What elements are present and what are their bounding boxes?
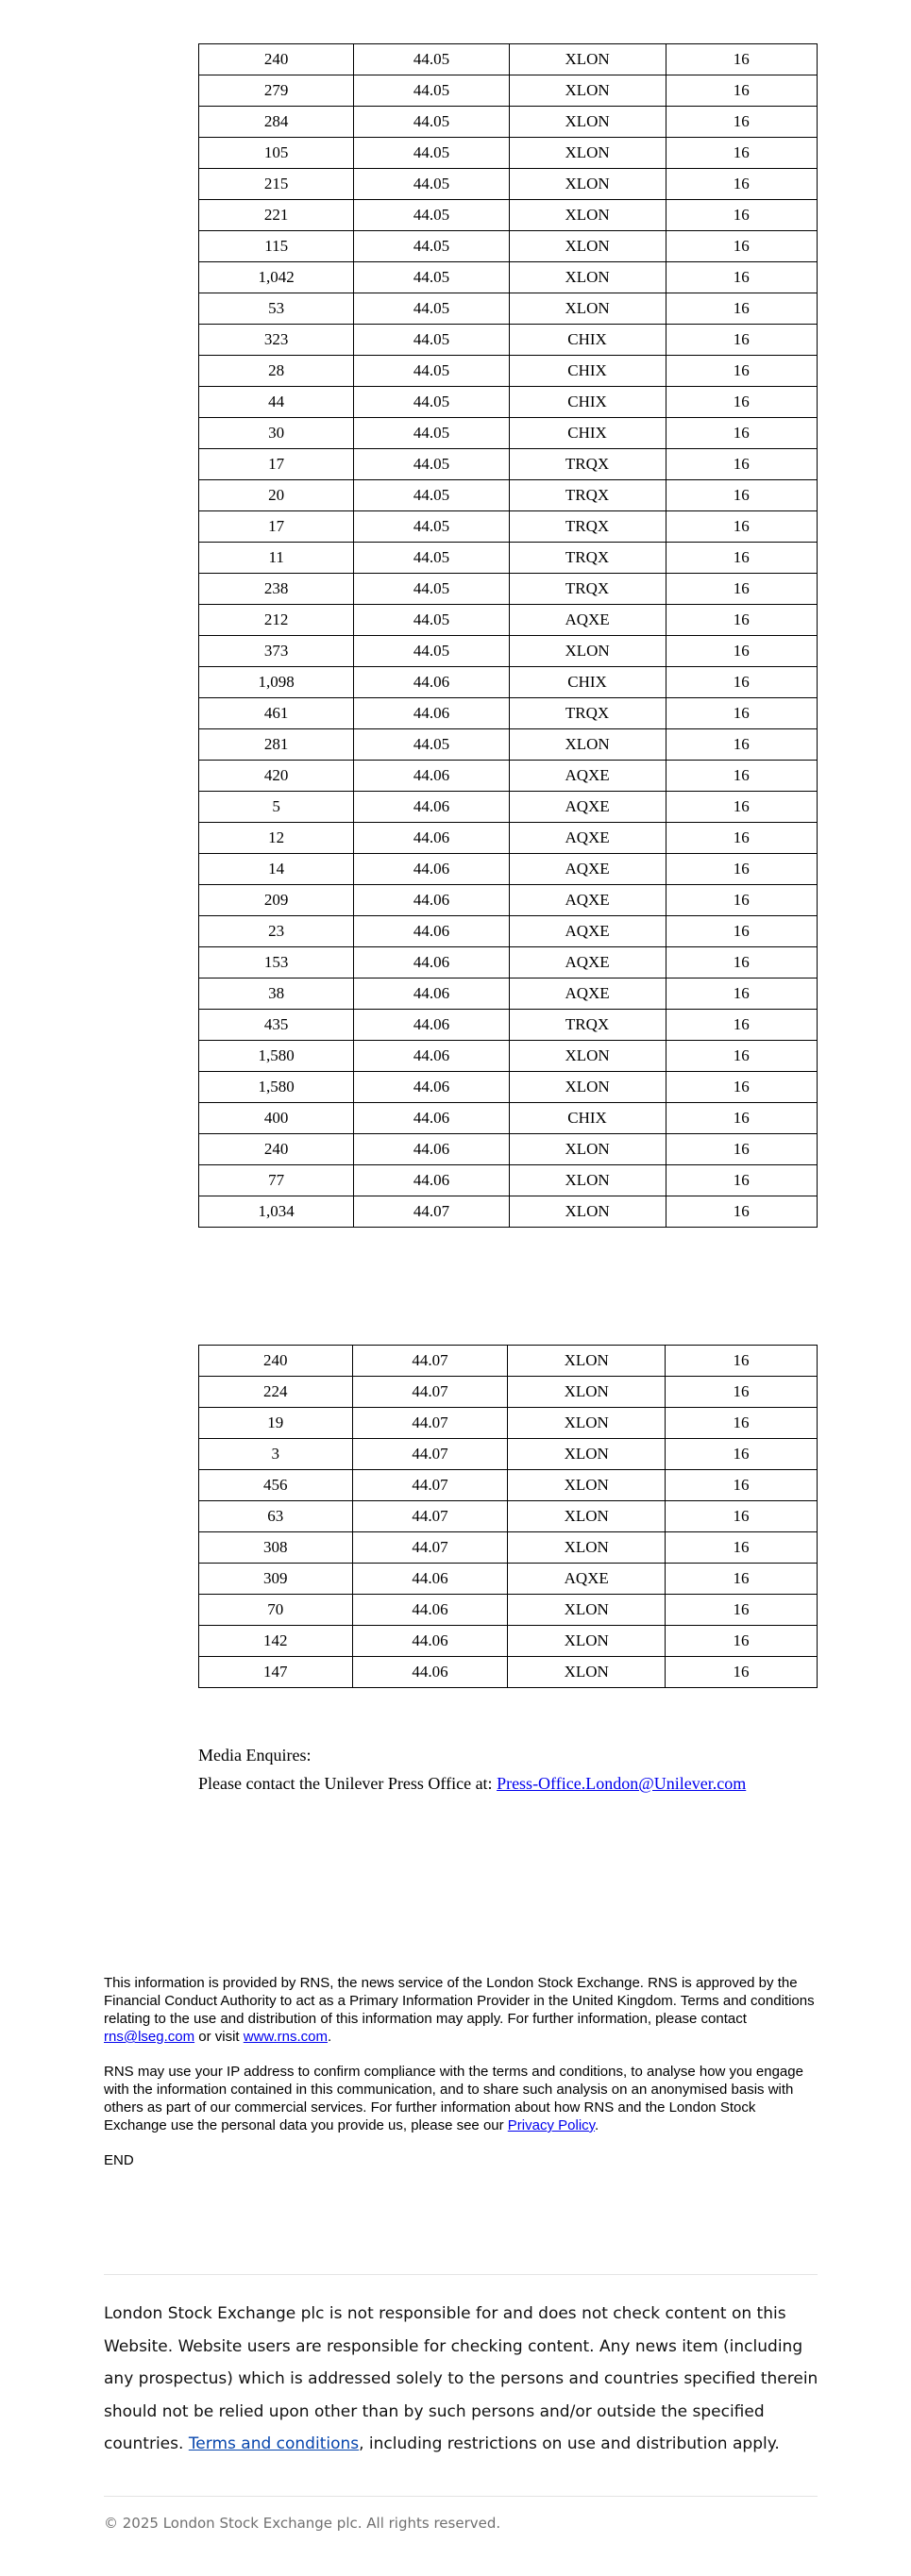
volume-cell: 240: [199, 1134, 354, 1165]
table-row: [199, 1072, 818, 1103]
price-cell: 44.06: [354, 979, 509, 1010]
rns-paragraph-1: [104, 1974, 818, 2046]
volume-cell: 240: [199, 1346, 353, 1377]
volume-cell: 77: [199, 1165, 354, 1196]
time-cell: 16: [666, 1103, 817, 1134]
venue-cell: XLON: [509, 293, 666, 325]
time-cell: 16: [666, 947, 817, 979]
table-row: [199, 1532, 818, 1564]
venue-cell: CHIX: [509, 356, 666, 387]
price-cell: 44.06: [354, 1134, 509, 1165]
time-cell: 16: [665, 1626, 817, 1657]
volume-cell: 400: [199, 1103, 354, 1134]
table-row: [199, 543, 818, 574]
price-cell: 44.06: [354, 761, 509, 792]
table-row: [199, 511, 818, 543]
time-cell: 16: [665, 1564, 817, 1595]
lse-disclaimer: [104, 2298, 821, 2461]
venue-cell: XLON: [509, 1196, 666, 1228]
volume-cell: 5: [199, 792, 354, 823]
table-row: [199, 823, 818, 854]
table-row: [199, 1041, 818, 1072]
volume-cell: 1,580: [199, 1072, 354, 1103]
volume-cell: 215: [199, 169, 354, 200]
volume-cell: 373: [199, 636, 354, 667]
time-cell: 16: [666, 231, 817, 262]
venue-cell: XLON: [509, 262, 666, 293]
price-cell: 44.06: [354, 792, 509, 823]
venue-cell: CHIX: [509, 1103, 666, 1134]
volume-cell: 142: [199, 1626, 353, 1657]
trades-table-1: [198, 43, 818, 1228]
volume-cell: 3: [199, 1439, 353, 1470]
time-cell: 16: [666, 200, 817, 231]
volume-cell: 28: [199, 356, 354, 387]
time-cell: 16: [666, 916, 817, 947]
disclaimer-text: London Stock Exchange plc is not responsible for and does not check content on this Website. Website users are responsible for checking content. Any news item (including any prospectus) which is addressed solely to the persons and countries specified therein should not be relied upon other than by such persons and/or outside the specified countries.: [104, 2304, 818, 2453]
venue-cell: CHIX: [509, 387, 666, 418]
table-row: [199, 1346, 818, 1377]
time-cell: 16: [666, 636, 817, 667]
price-cell: 44.06: [354, 698, 509, 729]
venue-cell: TRQX: [509, 449, 666, 480]
venue-cell: TRQX: [509, 543, 666, 574]
table-row: [199, 231, 818, 262]
venue-cell: XLON: [509, 107, 666, 138]
venue-cell: AQXE: [509, 916, 666, 947]
venue-cell: XLON: [508, 1501, 665, 1532]
volume-cell: 44: [199, 387, 354, 418]
table-row: [199, 480, 818, 511]
time-cell: 16: [666, 387, 817, 418]
table-row: [199, 200, 818, 231]
price-cell: 44.05: [354, 511, 509, 543]
time-cell: 16: [666, 356, 817, 387]
price-cell: 44.06: [352, 1564, 508, 1595]
trades-table-2: [198, 1345, 818, 1688]
trades-table-1-container: [0, 43, 818, 1236]
table-row: [199, 1377, 818, 1408]
rns-p2-text: RNS may use your IP address to confirm compliance with the terms and conditions, to analyse how you engage with the information contained in this communication, and to share such analysis on an anonymised basis with others as part of our commercial services. For further information about how RNS and the London Stock Exchange use the personal data you provide us, please see our: [104, 2064, 803, 2133]
price-cell: 44.06: [354, 947, 509, 979]
rns-p2-end: .: [595, 2117, 599, 2133]
venue-cell: AQXE: [509, 823, 666, 854]
time-cell: 16: [666, 823, 817, 854]
price-cell: 44.05: [354, 231, 509, 262]
disclaimer-after-text: , including restrictions on use and distribution apply.: [359, 2434, 780, 2453]
price-cell: 44.06: [354, 1072, 509, 1103]
time-cell: 16: [665, 1346, 817, 1377]
venue-cell: AQXE: [509, 947, 666, 979]
time-cell: 16: [666, 511, 817, 543]
volume-cell: 1,042: [199, 262, 354, 293]
volume-cell: 284: [199, 107, 354, 138]
price-cell: 44.05: [354, 543, 509, 574]
time-cell: 16: [666, 885, 817, 916]
end-label: END: [104, 2152, 134, 2168]
media-enquiries: [198, 1741, 746, 1798]
table-row: [199, 293, 818, 325]
trades-table-1-body: [199, 44, 818, 1228]
table-row: [199, 1010, 818, 1041]
venue-cell: XLON: [509, 1134, 666, 1165]
venue-cell: XLON: [509, 169, 666, 200]
divider-top: [104, 2274, 818, 2275]
price-cell: 44.07: [352, 1532, 508, 1564]
time-cell: 16: [666, 325, 817, 356]
table-row: [199, 262, 818, 293]
table-row: [199, 75, 818, 107]
venue-cell: XLON: [508, 1532, 665, 1564]
venue-cell: AQXE: [509, 979, 666, 1010]
volume-cell: 17: [199, 511, 354, 543]
venue-cell: XLON: [509, 231, 666, 262]
time-cell: 16: [666, 262, 817, 293]
table-row: [199, 636, 818, 667]
price-cell: 44.05: [354, 293, 509, 325]
venue-cell: XLON: [508, 1470, 665, 1501]
volume-cell: 17: [199, 449, 354, 480]
price-cell: 44.05: [354, 729, 509, 761]
price-cell: 44.07: [354, 1196, 509, 1228]
price-cell: 44.07: [352, 1470, 508, 1501]
divider-bottom: [104, 2496, 818, 2497]
table-row: [199, 667, 818, 698]
time-cell: 16: [666, 418, 817, 449]
volume-cell: 461: [199, 698, 354, 729]
table-row: [199, 979, 818, 1010]
venue-cell: TRQX: [509, 698, 666, 729]
volume-cell: 420: [199, 761, 354, 792]
venue-cell: XLON: [509, 1041, 666, 1072]
time-cell: 16: [666, 1165, 817, 1196]
venue-cell: AQXE: [509, 885, 666, 916]
volume-cell: 308: [199, 1532, 353, 1564]
price-cell: 44.06: [354, 1165, 509, 1196]
venue-cell: XLON: [508, 1408, 665, 1439]
volume-cell: 238: [199, 574, 354, 605]
volume-cell: 63: [199, 1501, 353, 1532]
time-cell: 16: [666, 792, 817, 823]
volume-cell: 456: [199, 1470, 353, 1501]
table-row: [199, 138, 818, 169]
venue-cell: XLON: [509, 44, 666, 75]
table-row: [199, 792, 818, 823]
volume-cell: 240: [199, 44, 354, 75]
price-cell: 44.06: [354, 916, 509, 947]
table-row: [199, 947, 818, 979]
price-cell: 44.05: [354, 387, 509, 418]
table-row: [199, 1470, 818, 1501]
volume-cell: 309: [199, 1564, 353, 1595]
time-cell: 16: [666, 543, 817, 574]
price-cell: 44.05: [354, 107, 509, 138]
table-row: [199, 916, 818, 947]
volume-cell: 14: [199, 854, 354, 885]
volume-cell: 20: [199, 480, 354, 511]
table-row: [199, 1196, 818, 1228]
venue-cell: XLON: [508, 1439, 665, 1470]
volume-cell: 147: [199, 1657, 353, 1688]
venue-cell: AQXE: [509, 761, 666, 792]
volume-cell: 212: [199, 605, 354, 636]
time-cell: 16: [665, 1657, 817, 1688]
venue-cell: CHIX: [509, 325, 666, 356]
price-cell: 44.07: [352, 1501, 508, 1532]
venue-cell: XLON: [508, 1346, 665, 1377]
time-cell: 16: [666, 979, 817, 1010]
time-cell: 16: [666, 75, 817, 107]
table-row: [199, 325, 818, 356]
media-contact-text: Please contact the Unilever Press Office at:: [198, 1774, 498, 1793]
time-cell: 16: [666, 729, 817, 761]
venue-cell: AQXE: [509, 792, 666, 823]
price-cell: 44.07: [352, 1346, 508, 1377]
time-cell: 16: [666, 480, 817, 511]
trades-table-2-body: [199, 1346, 818, 1688]
table-row: [199, 885, 818, 916]
table-row: [199, 1165, 818, 1196]
table-row: [199, 387, 818, 418]
time-cell: 16: [665, 1408, 817, 1439]
time-cell: 16: [666, 449, 817, 480]
price-cell: 44.05: [354, 636, 509, 667]
table-row: [199, 44, 818, 75]
volume-cell: 1,098: [199, 667, 354, 698]
volume-cell: 323: [199, 325, 354, 356]
trades-table-2-container: [0, 1345, 818, 1694]
price-cell: 44.06: [354, 1041, 509, 1072]
time-cell: 16: [666, 1134, 817, 1165]
rns-p1-end: .: [327, 2029, 332, 2045]
volume-cell: 281: [199, 729, 354, 761]
volume-cell: 23: [199, 916, 354, 947]
price-cell: 44.05: [354, 356, 509, 387]
price-cell: 44.05: [354, 325, 509, 356]
volume-cell: 153: [199, 947, 354, 979]
price-cell: 44.07: [352, 1439, 508, 1470]
time-cell: 16: [666, 169, 817, 200]
price-cell: 44.07: [352, 1408, 508, 1439]
table-row: [199, 1626, 818, 1657]
price-cell: 44.05: [354, 169, 509, 200]
volume-cell: 70: [199, 1595, 353, 1626]
table-row: [199, 1134, 818, 1165]
volume-cell: 279: [199, 75, 354, 107]
price-cell: 44.05: [354, 138, 509, 169]
price-cell: 44.05: [354, 200, 509, 231]
time-cell: 16: [666, 605, 817, 636]
price-cell: 44.06: [352, 1626, 508, 1657]
privacy-policy-link[interactable]: Privacy Policy: [507, 2117, 596, 2133]
table-row: [199, 1564, 818, 1595]
table-row: [199, 1103, 818, 1134]
time-cell: 16: [666, 698, 817, 729]
time-cell: 16: [666, 138, 817, 169]
volume-cell: 12: [199, 823, 354, 854]
venue-cell: XLON: [508, 1657, 665, 1688]
time-cell: 16: [665, 1532, 817, 1564]
price-cell: 44.06: [354, 823, 509, 854]
table-row: [199, 1408, 818, 1439]
venue-cell: XLON: [509, 75, 666, 107]
table-row: [199, 1595, 818, 1626]
table-row: [199, 729, 818, 761]
price-cell: 44.06: [354, 854, 509, 885]
time-cell: 16: [666, 1072, 817, 1103]
venue-cell: XLON: [509, 1072, 666, 1103]
venue-cell: XLON: [509, 729, 666, 761]
table-row: [199, 574, 818, 605]
venue-cell: TRQX: [509, 1010, 666, 1041]
venue-cell: XLON: [509, 138, 666, 169]
table-row: [199, 356, 818, 387]
volume-cell: 224: [199, 1377, 353, 1408]
price-cell: 44.05: [354, 75, 509, 107]
table-row: [199, 761, 818, 792]
time-cell: 16: [665, 1439, 817, 1470]
price-cell: 44.05: [354, 605, 509, 636]
time-cell: 16: [666, 293, 817, 325]
table-row: [199, 1657, 818, 1688]
time-cell: 16: [666, 667, 817, 698]
venue-cell: XLON: [508, 1595, 665, 1626]
time-cell: 16: [666, 1041, 817, 1072]
venue-cell: AQXE: [509, 605, 666, 636]
rns-paragraph-2: [104, 2063, 818, 2134]
table-row: [199, 1501, 818, 1532]
time-cell: 16: [665, 1377, 817, 1408]
volume-cell: 221: [199, 200, 354, 231]
table-row: [199, 854, 818, 885]
price-cell: 44.05: [354, 262, 509, 293]
time-cell: 16: [665, 1501, 817, 1532]
price-cell: 44.06: [354, 1103, 509, 1134]
volume-cell: 19: [199, 1408, 353, 1439]
volume-cell: 105: [199, 138, 354, 169]
price-cell: 44.05: [354, 480, 509, 511]
rns-information: [104, 1974, 818, 2186]
time-cell: 16: [665, 1595, 817, 1626]
volume-cell: 30: [199, 418, 354, 449]
volume-cell: 1,034: [199, 1196, 354, 1228]
time-cell: 16: [666, 107, 817, 138]
volume-cell: 1,580: [199, 1041, 354, 1072]
media-heading: Media Enquires:: [198, 1746, 312, 1765]
price-cell: 44.05: [354, 449, 509, 480]
venue-cell: XLON: [509, 1165, 666, 1196]
volume-cell: 53: [199, 293, 354, 325]
time-cell: 16: [666, 574, 817, 605]
media-contact-line: [198, 1769, 746, 1798]
rns-p1-mid: or visit: [194, 2029, 244, 2045]
time-cell: 16: [666, 1196, 817, 1228]
price-cell: 44.06: [352, 1595, 508, 1626]
venue-cell: TRQX: [509, 480, 666, 511]
time-cell: 16: [666, 854, 817, 885]
venue-cell: TRQX: [509, 574, 666, 605]
venue-cell: AQXE: [508, 1564, 665, 1595]
venue-cell: XLON: [508, 1377, 665, 1408]
price-cell: 44.06: [354, 667, 509, 698]
venue-cell: XLON: [509, 200, 666, 231]
terms-and-conditions-link[interactable]: Terms and conditions: [188, 2434, 360, 2453]
copyright-notice: © 2025 London Stock Exchange plc. All rights reserved.: [104, 2515, 501, 2532]
venue-cell: CHIX: [509, 667, 666, 698]
volume-cell: 115: [199, 231, 354, 262]
volume-cell: 38: [199, 979, 354, 1010]
table-row: [199, 605, 818, 636]
time-cell: 16: [666, 44, 817, 75]
rns-p1-text: This information is provided by RNS, the news service of the London Stock Exchange. RNS is approved by the Financial Conduct Authority to act as a Primary Information Provider in the United Kingdom. Terms and conditions relating to the use and distribution of this information may apply. For further information, please contact: [104, 1975, 815, 2027]
rns-website-link[interactable]: www.rns.com: [243, 2029, 328, 2045]
price-cell: 44.05: [354, 574, 509, 605]
volume-cell: 209: [199, 885, 354, 916]
table-row: [199, 418, 818, 449]
table-row: [199, 169, 818, 200]
table-row: [199, 107, 818, 138]
time-cell: 16: [666, 1010, 817, 1041]
price-cell: 44.05: [354, 418, 509, 449]
price-cell: 44.06: [352, 1657, 508, 1688]
venue-cell: XLON: [509, 636, 666, 667]
venue-cell: AQXE: [509, 854, 666, 885]
table-row: [199, 698, 818, 729]
volume-cell: 435: [199, 1010, 354, 1041]
price-cell: 44.06: [354, 885, 509, 916]
time-cell: 16: [666, 761, 817, 792]
venue-cell: XLON: [508, 1626, 665, 1657]
time-cell: 16: [665, 1470, 817, 1501]
table-row: [199, 1439, 818, 1470]
venue-cell: CHIX: [509, 418, 666, 449]
venue-cell: TRQX: [509, 511, 666, 543]
price-cell: 44.07: [352, 1377, 508, 1408]
press-office-email-link[interactable]: Press-Office.London@Unilever.com: [497, 1774, 747, 1793]
volume-cell: 11: [199, 543, 354, 574]
price-cell: 44.06: [354, 1010, 509, 1041]
rns-email-link[interactable]: rns@lseg.com: [104, 2029, 195, 2045]
price-cell: 44.05: [354, 44, 509, 75]
table-row: [199, 449, 818, 480]
